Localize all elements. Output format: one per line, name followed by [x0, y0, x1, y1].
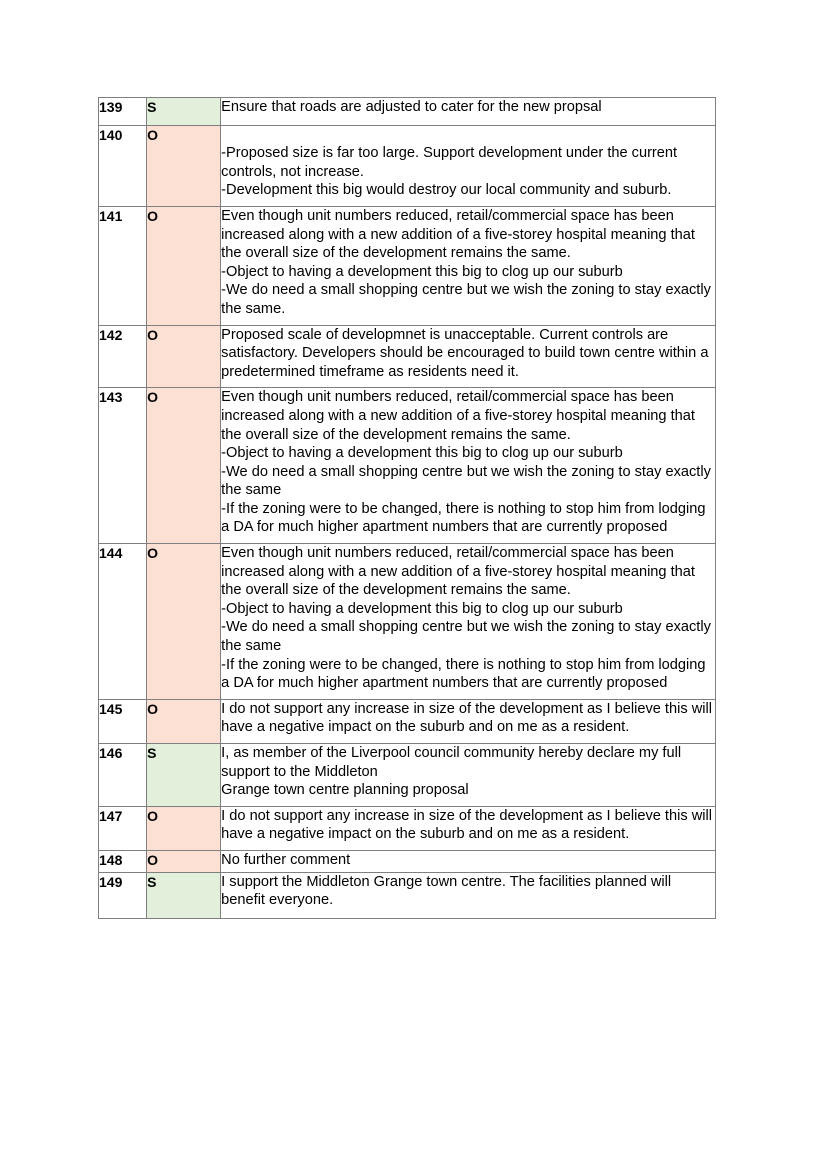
- submission-number: 144: [99, 544, 147, 700]
- table-row: [99, 744, 716, 807]
- submission-number: 148: [99, 850, 147, 872]
- submissions-table: [98, 97, 716, 919]
- position-object: O: [147, 806, 221, 850]
- table-row: [99, 699, 716, 743]
- position-object: O: [147, 206, 221, 325]
- submission-number: 145: [99, 699, 147, 743]
- comment-line: Even though unit numbers reduced, retail/commercial space has been increased along with a new addition of a five-storey hospital meaning that the overall size of the development remains the same.: [221, 545, 695, 599]
- comment-line: I, as member of the Liverpool council community hereby declare my full support to the Middleton: [221, 745, 682, 780]
- table-row: [99, 850, 716, 872]
- submission-number: 141: [99, 206, 147, 325]
- position-object: O: [147, 125, 221, 206]
- submission-comment: [221, 744, 716, 807]
- submission-number: 140: [99, 125, 147, 206]
- table-row: [99, 388, 716, 544]
- comment-line: -We do need a small shopping centre but we wish the zoning to stay exactly the same: [221, 463, 711, 499]
- submission-comment: [221, 850, 716, 872]
- comment-line: Ensure that roads are adjusted to cater for the new propsal: [221, 99, 602, 115]
- submission-number: 143: [99, 388, 147, 544]
- submission-comment: [221, 325, 716, 388]
- comment-line: -Object to having a development this big to clog up our suburb: [221, 263, 623, 280]
- submission-comment: [221, 125, 716, 206]
- submission-number: 139: [99, 98, 147, 126]
- submission-number: 147: [99, 806, 147, 850]
- table-row: [99, 206, 716, 325]
- comment-line: I do not support any increase in size of the development as I believe this will have a negative impact on the suburb and on me as a resident.: [221, 700, 712, 736]
- comment-line: -If the zoning were to be changed, there is nothing to stop him from lodging a DA for much higher apartment numbers that are currently proposed: [221, 656, 706, 692]
- position-support: S: [147, 98, 221, 126]
- position-support: S: [147, 872, 221, 918]
- table-row: [99, 98, 716, 126]
- position-object: O: [147, 699, 221, 743]
- comment-line: -We do need a small shopping centre but we wish the zoning to stay exactly the same.: [221, 282, 711, 317]
- table-row: [99, 125, 716, 206]
- submission-number: 149: [99, 872, 147, 918]
- table-row: [99, 806, 716, 850]
- submission-comment: [221, 388, 716, 544]
- submission-comment: [221, 544, 716, 700]
- submission-number: 142: [99, 325, 147, 388]
- comment-line: -Object to having a development this big to clog up our suburb: [221, 445, 623, 462]
- table-row: [99, 325, 716, 388]
- comment-line: Even though unit numbers reduced, retail/commercial space has been increased along with a new addition of a five-storey hospital meaning that the overall size of the development remains the same.: [221, 207, 695, 262]
- comment-line: Proposed scale of developmnet is unacceptable. Current controls are satisfactory. Developers should be encouraged to build town centre within a predetermined timeframe as residents need it.: [221, 326, 709, 380]
- comment-line: No further comment: [221, 851, 351, 868]
- position-object: O: [147, 544, 221, 700]
- comment-line: Grange town centre planning proposal: [221, 782, 469, 799]
- comment-line: -Development this big would destroy our local community and suburb.: [221, 182, 672, 199]
- submission-comment: [221, 98, 716, 126]
- submission-number: 146: [99, 744, 147, 807]
- comment-line: -Proposed size is far too large. Support development under the current controls, not increase.: [221, 145, 678, 180]
- submission-comment: [221, 872, 716, 918]
- position-object: O: [147, 325, 221, 388]
- position-object: O: [147, 850, 221, 872]
- position-support: S: [147, 744, 221, 807]
- comment-line: -We do need a small shopping centre but we wish the zoning to stay exactly the same: [221, 619, 711, 655]
- table-body: [99, 98, 716, 919]
- comment-line: Even though unit numbers reduced, retail/commercial space has been increased along with a new addition of a five-storey hospital meaning that the overall size of the development remains the same.: [221, 389, 695, 443]
- table-row: [99, 872, 716, 918]
- position-object: O: [147, 388, 221, 544]
- comment-line: -If the zoning were to be changed, there is nothing to stop him from lodging a DA for much higher apartment numbers that are currently proposed: [221, 500, 706, 536]
- comment-line: -Object to having a development this big to clog up our suburb: [221, 600, 623, 617]
- comment-line: [221, 126, 715, 145]
- table-row: [99, 544, 716, 700]
- submission-comment: [221, 806, 716, 850]
- comment-line: I do not support any increase in size of the development as I believe this will have a negative impact on the suburb and on me as a resident.: [221, 807, 712, 843]
- comment-line: I support the Middleton Grange town centre. The facilities planned will benefit everyone.: [221, 873, 672, 909]
- submission-comment: [221, 699, 716, 743]
- submission-comment: [221, 206, 716, 325]
